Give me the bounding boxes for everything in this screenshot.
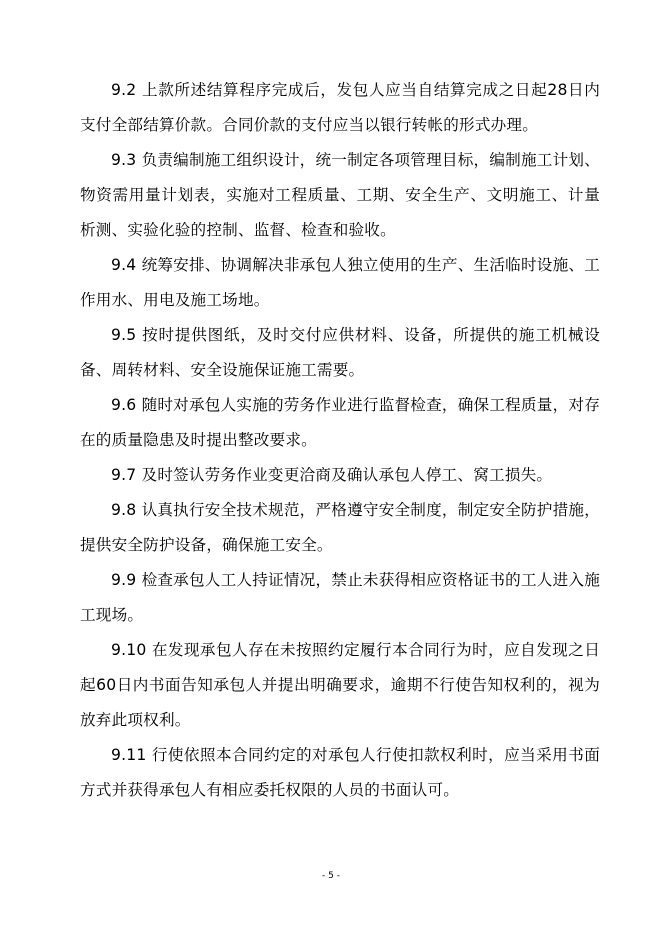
paragraph-9-2: 9.2 上款所述结算程序完成后，发包人应当自结算完成之日起28日内支付全部结算价款。合同价款的支付应当以银行转帐的形式办理。 [80, 81, 600, 134]
paragraph-9-9: 9.9 检查承包人工人持证情况，禁止未获得相应资格证书的工人进入施工现场。 [80, 571, 600, 624]
paragraph-9-3: 9.3 负责编制施工组织设计，统一制定各项管理目标，编制施工计划、物资需用量计划表，实施对工程质量、工期、安全生产、文明施工、计量析测、实验化验的控制、监督、检查和验收。 [80, 151, 600, 239]
paragraph-9-7: 9.7 及时签认劳务作业变更洽商及确认承包人停工、窝工损失。 [111, 466, 553, 484]
paragraph-9-11: 9.11 行使依照本合同约定的对承包人行使扣款权利时，应当采用书面方式并获得承包人有相应委托权限的人员的书面认可。 [80, 746, 600, 799]
paragraph-9-6: 9.6 随时对承包人实施的劳务作业进行监督检查，确保工程质量，对存在的质量隐患及时提出整改要求。 [80, 396, 600, 449]
paragraph-9-5: 9.5 按时提供图纸，及时交付应供材料、设备，所提供的施工机械设备、周转材料、安全设施保证施工需要。 [80, 326, 600, 379]
paragraph-9-8: 9.8 认真执行安全技术规范，严格遵守安全制度，制定安全防护措施，提供安全防护设备，确保施工安全。 [80, 501, 600, 554]
paragraph-9-4: 9.4 统筹安排、协调解决非承包人独立使用的生产、生活临时设施、工作用水、用电及施工场地。 [80, 256, 600, 309]
paragraph-9-10: 9.10 在发现承包人存在未按照约定履行本合同行为时，应自发现之日起60日内书面告知承包人并提出明确要求，逾期不行使告知权利的，视为放弃此项权利。 [80, 641, 600, 729]
document-body [80, 73, 600, 808]
page-number: - 5 - [322, 871, 340, 881]
